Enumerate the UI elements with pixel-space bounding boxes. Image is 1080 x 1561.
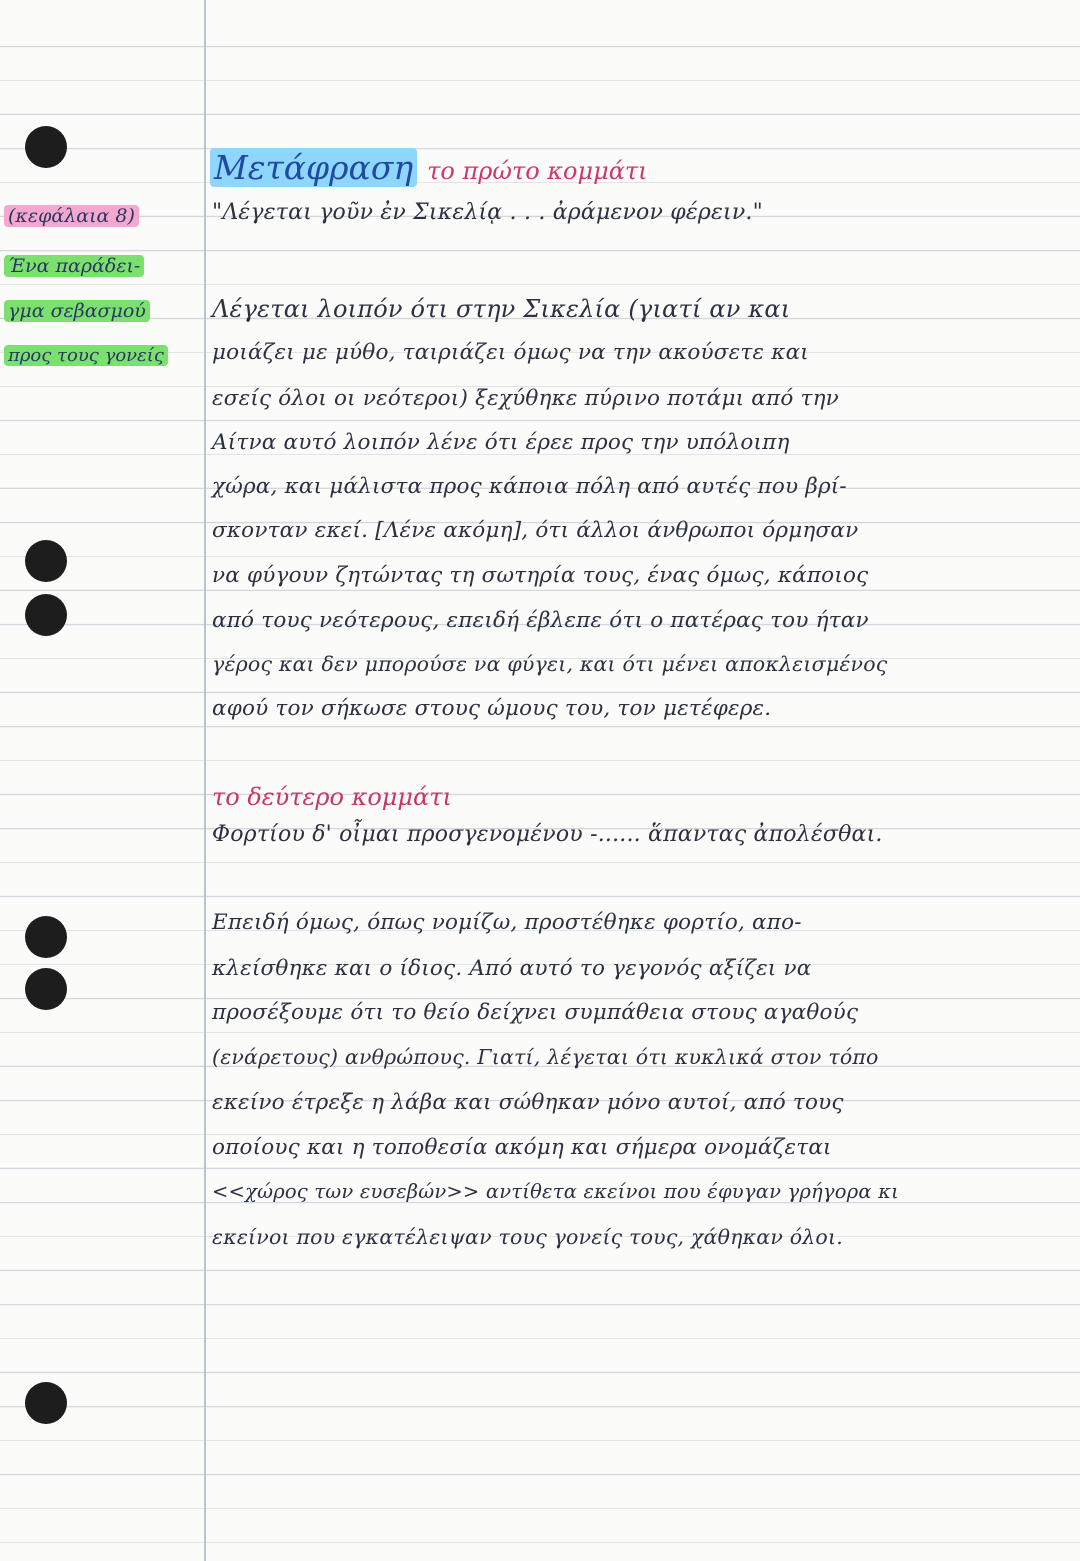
binder-hole [25, 594, 67, 636]
part1-subheading: το πρώτο κομμάτι [427, 157, 648, 185]
translation-heading: Μετάφραση [210, 148, 417, 187]
topic-line: Ένα παράδει- [4, 255, 144, 277]
translation-line: Επειδή όμως, όπως νομίζω, προστέθηκε φορτίο, απο- [212, 910, 802, 935]
translation-line: αφού τον σήκωσε στους ώμους του, τον μετέφερε. [212, 696, 772, 721]
translation-line: από τους νεότερους, επειδή έβλεπε ότι ο πατέρας του ήταν [212, 608, 869, 633]
translation-line: εσείς όλοι οι νεότεροι) ξεχύθηκε πύρινο ποτάμι από την [212, 386, 839, 411]
part2-subheading: το δεύτερο κομμάτι [212, 783, 452, 811]
binder-hole [25, 968, 67, 1010]
translation-line: εκείνο έτρεξε η λάβα και σώθηκαν μόνο αυτοί, από τους [212, 1090, 844, 1115]
translation-line: <<χώρος των ευσεβών>> αντίθετα εκείνοι που έφυγαν γρήγορα κι [212, 1180, 899, 1203]
translation-line: μοιάζει με μύθο, ταιριάζει όμως να την ακούσετε και [212, 340, 809, 365]
topic-line: γμα σεβασμού [4, 300, 150, 322]
original-quote-2: Φορτίου δ' οἶμαι προσγενομένου -...... ἅπαντας ἀπολέσθαι. [212, 822, 883, 847]
topic-note [4, 342, 168, 370]
binder-hole [25, 916, 67, 958]
translation-line: χώρα, και μάλιστα προς κάποια πόλη από αυτές που βρί- [212, 474, 847, 499]
translation-line: κλείσθηκε και ο ίδιος. Από αυτό το γεγονός αξίζει να [212, 956, 812, 981]
binder-hole [25, 126, 67, 168]
translation-line: εκείνοι που εγκατέλειψαν τους γονείς τους, χάθηκαν όλοι. [212, 1225, 843, 1249]
translation-line: Αίτνα αυτό λοιπόν λένε ότι έρεε προς την υπόλοιπη [212, 430, 790, 455]
chapter-note [4, 202, 139, 230]
topic-line: προς τους γονείς [4, 345, 168, 366]
translation-line: σκονταν εκεί. [Λένε ακόμη], ότι άλλοι άνθρωποι όρμησαν [212, 518, 859, 543]
translation-line: Λέγεται λοιπόν ότι στην Σικελία (γιατί αν και [212, 295, 791, 323]
translation-line: προσέξουμε ότι το θείο δείχνει συμπάθεια στους αγαθούς [212, 1000, 859, 1025]
binder-hole [25, 1382, 67, 1424]
margin-line [204, 0, 206, 1561]
binder-hole [25, 540, 67, 582]
section1-title [210, 148, 648, 187]
translation-line: (ενάρετους) ανθρώπους. Γιατί, λέγεται ότι κυκλικά στον τόπο [212, 1045, 879, 1069]
topic-note [4, 252, 144, 280]
translation-line: οποίους και η τοποθεσία ακόμη και σήμερα ονομάζεται [212, 1135, 832, 1160]
chapter-label: (κεφάλαια 8) [4, 205, 139, 227]
original-quote-1: "Λέγεται γοῦν ἐν Σικελίᾳ . . . ἀράμενον φέρειν." [212, 200, 763, 225]
translation-line: γέρος και δεν μπορούσε να φύγει, και ότι μένει αποκλεισμένος [212, 652, 888, 676]
translation-line: να φύγουν ζητώντας τη σωτηρία τους, ένας όμως, κάποιος [212, 563, 869, 588]
topic-note [4, 297, 150, 325]
